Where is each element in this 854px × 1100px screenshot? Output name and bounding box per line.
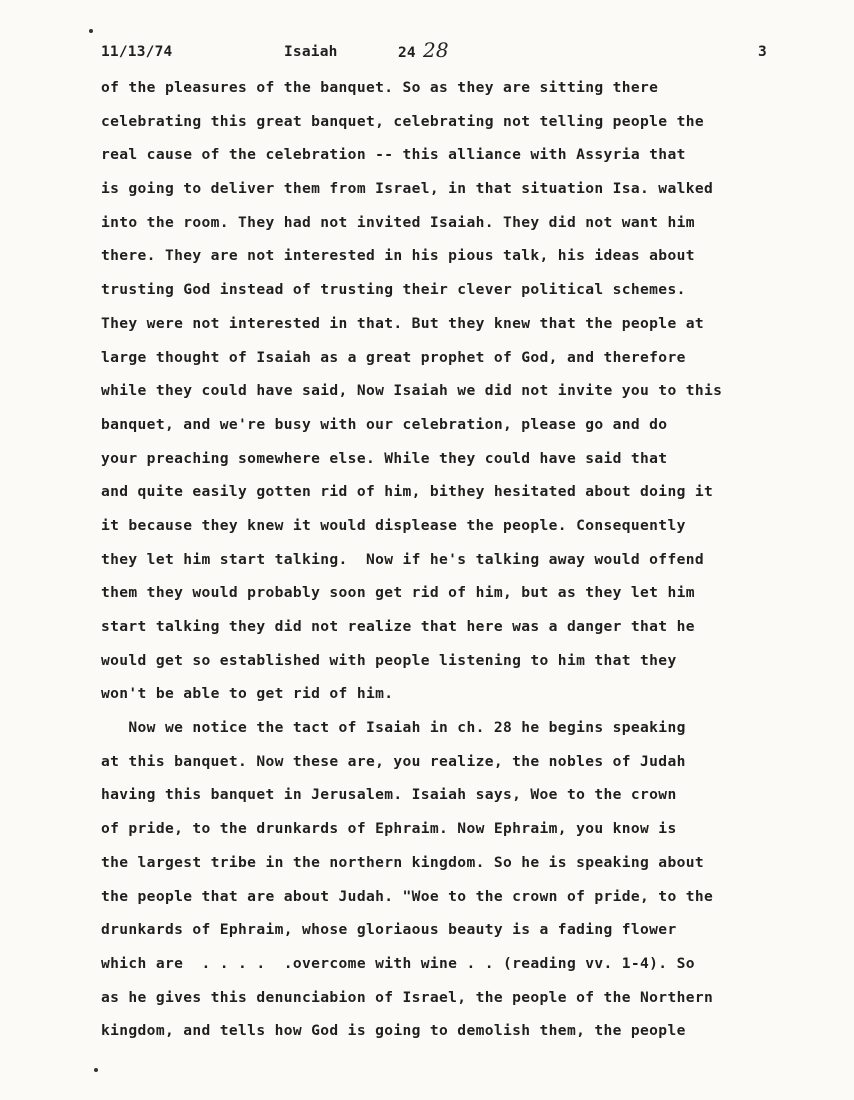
- text-line: having this banquet in Jerusalem. Isaiah says, Woe to the crown: [101, 786, 677, 804]
- text-line: is going to deliver them from Israel, in that situation Isa. walked: [101, 180, 714, 198]
- text-line: large thought of Isaiah as a great prophet of God, and therefore: [101, 348, 686, 366]
- text-line: the largest tribe in the northern kingdom. So he is speaking about: [101, 853, 704, 871]
- header-struck-number: 24: [398, 45, 416, 61]
- header-handwritten-number: 28: [423, 38, 449, 62]
- text-line: they let him start talking. Now if he's talking away would offend: [101, 550, 704, 568]
- text-line: which are . . . . .overcome with wine . . (reading vv. 1-4). So: [101, 954, 695, 972]
- text-line: of the pleasures of the banquet. So as they are sitting there: [101, 79, 659, 96]
- text-line: banquet, and we're busy with our celebration, please go and do: [101, 415, 668, 433]
- text-line: would get so established with people listening to him that they: [101, 651, 677, 669]
- text-line: at this banquet. Now these are, you realize, the nobles of Judah: [101, 752, 686, 770]
- page-header: [101, 38, 781, 68]
- text-line: real cause of the celebration -- this alliance with Assyria that: [101, 146, 686, 164]
- text-line: as he gives this denunciabion of Israel, the people of the Northern: [101, 988, 714, 1006]
- text-line: into the room. They had not invited Isaiah. They did not want him: [101, 213, 695, 231]
- text-line: and quite easily gotten rid of him, bithey hesitated about doing it: [101, 483, 714, 501]
- text-line: won't be able to get rid of him.: [101, 685, 394, 703]
- header-title: Isaiah: [284, 44, 338, 60]
- header-date: 11/13/74: [101, 44, 173, 60]
- text-line: the people that are about Judah. "Woe to the crown of pride, to the: [101, 887, 714, 905]
- page-number: 3: [758, 44, 767, 60]
- punch-mark: [89, 29, 93, 33]
- text-line: They were not interested in that. But they knew that the people at: [101, 314, 704, 332]
- text-line: start talking they did not realize that here was a danger that he: [101, 618, 695, 635]
- text-line: drunkards of Ephraim, whose gloriaous beauty is a fading flower: [101, 921, 677, 939]
- text-line: trusting God instead of trusting their clever political schemes.: [101, 281, 686, 299]
- text-line: it because they knew it would displease the people. Consequently: [101, 516, 686, 534]
- text-line: there. They are not interested in his pious talk, his ideas about: [101, 247, 695, 265]
- text-line: them they would probably soon get rid of him, but as they let him: [101, 584, 695, 602]
- text-line: of pride, to the drunkards of Ephraim. Now Ephraim, you know is: [101, 820, 677, 838]
- text-line: while they could have said, Now Isaiah we did not invite you to this: [101, 382, 723, 400]
- text-line: Now we notice the tact of Isaiah in ch. 28 he begins speaking: [101, 719, 686, 737]
- punch-mark: [94, 1068, 98, 1072]
- text-line: kingdom, and tells how God is going to demolish them, the people: [101, 1022, 686, 1040]
- typed-body-text: [101, 77, 801, 1054]
- text-line: celebrating this great banquet, celebrating not telling people the: [101, 112, 704, 130]
- text-line: your preaching somewhere else. While they could have said that: [101, 449, 668, 467]
